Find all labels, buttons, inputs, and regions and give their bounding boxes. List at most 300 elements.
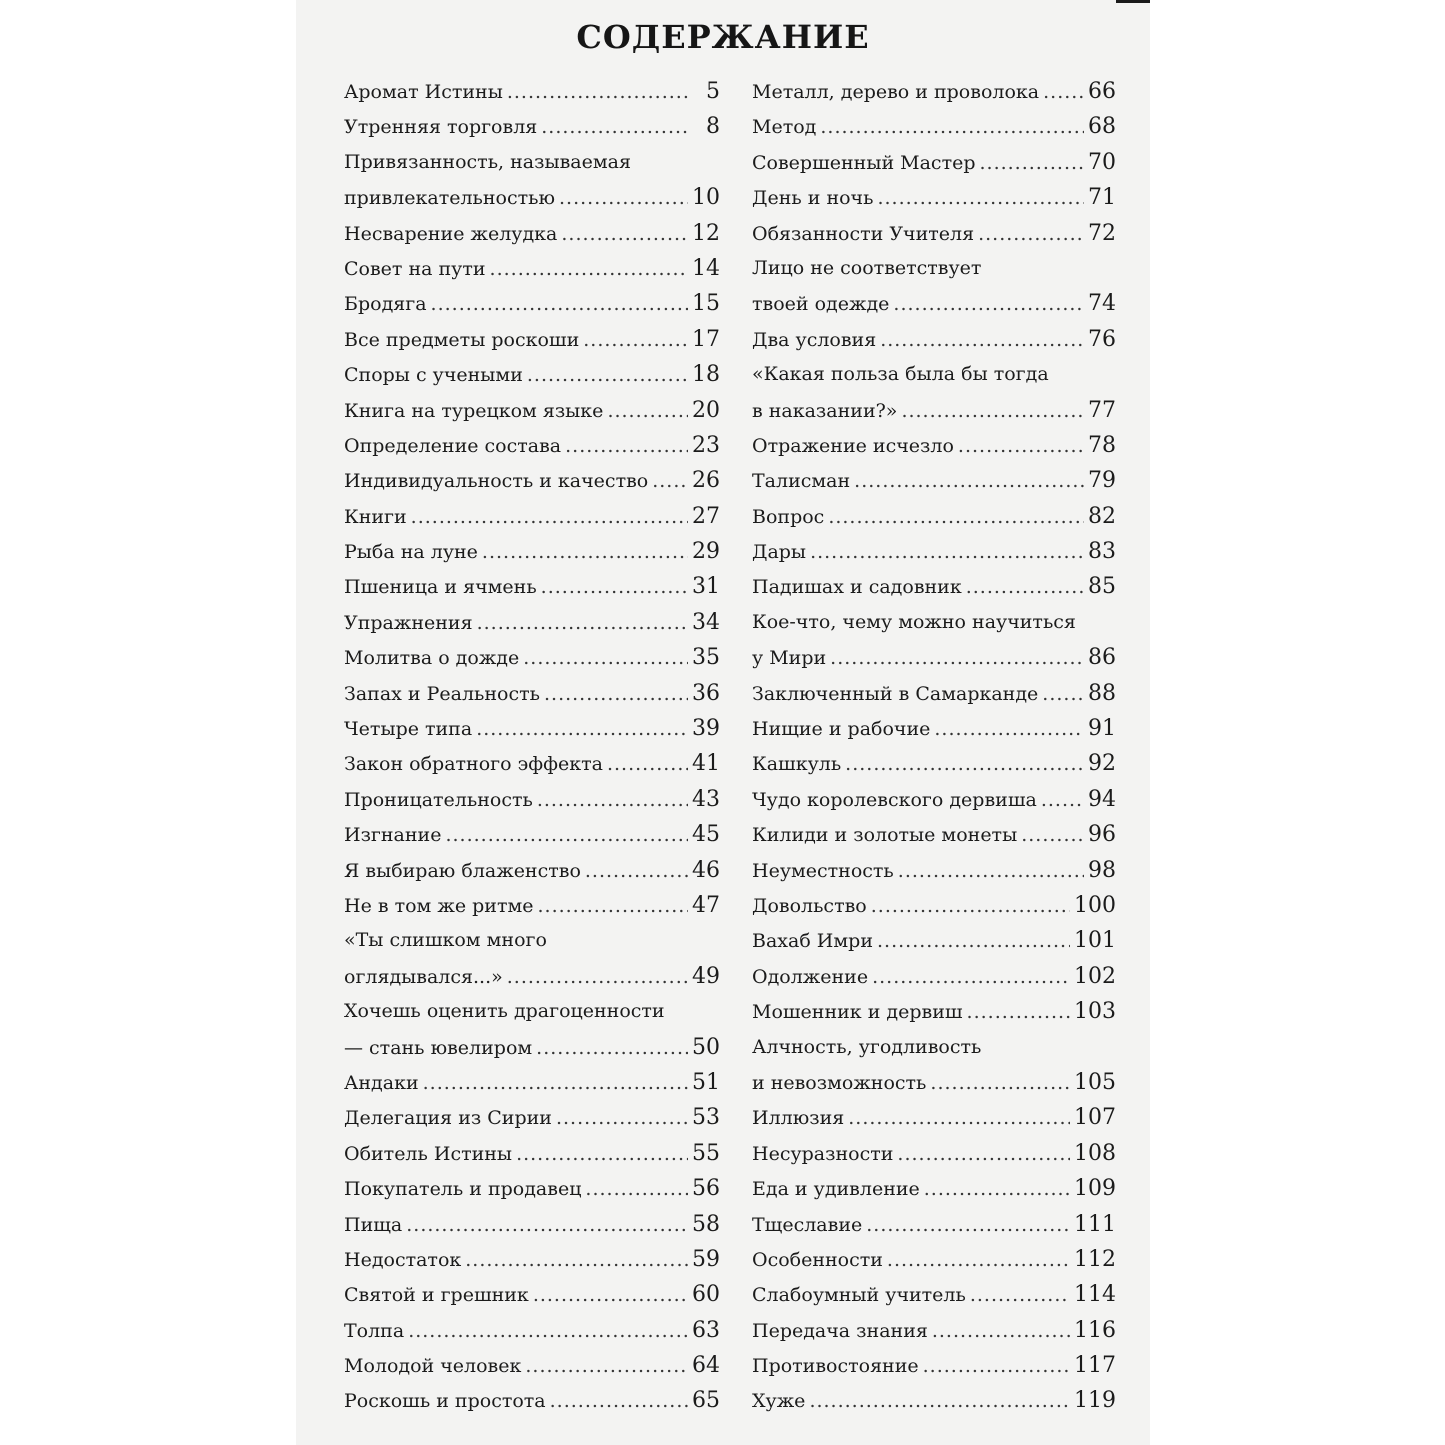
toc-entry	[344, 676, 720, 711]
toc-leader-dots	[536, 1031, 688, 1066]
toc-entry	[344, 1348, 720, 1383]
toc-leader-dots	[507, 75, 688, 110]
toc-page-number: 74	[1088, 291, 1116, 317]
toc-leader-dots	[809, 1384, 1070, 1419]
toc-entry-line	[752, 322, 1116, 357]
toc-page-number: 65	[692, 1388, 720, 1414]
toc-leader-dots	[411, 500, 688, 535]
toc-leader-dots	[820, 110, 1084, 145]
toc-leader-dots	[423, 1066, 688, 1101]
toc-entry-title: Обязанности Учителя	[752, 222, 975, 245]
toc-entry	[752, 853, 1116, 888]
toc-page-number: 71	[1088, 185, 1116, 211]
toc-column-left	[344, 74, 720, 1419]
toc-leader-dots	[871, 889, 1070, 924]
toc-entry	[344, 534, 720, 569]
toc-leader-dots	[923, 1349, 1070, 1384]
toc-entry-title: у Мири	[752, 647, 827, 670]
toc-page-number: 117	[1074, 1353, 1116, 1379]
toc-entry-title: Иллюзия	[752, 1107, 845, 1130]
toc-page-number: 15	[692, 291, 720, 317]
toc-leader-dots	[978, 217, 1084, 252]
toc-leader-dots	[482, 535, 688, 570]
toc-entry	[752, 1207, 1116, 1242]
toc-entry	[752, 216, 1116, 251]
toc-page-number: 45	[692, 822, 720, 848]
toc-entry-title: Недостаток	[344, 1248, 462, 1271]
toc-leader-dots	[507, 960, 688, 995]
toc-page-number: 102	[1074, 963, 1116, 989]
toc-page-number: 79	[1088, 468, 1116, 494]
toc-page-number: 39	[692, 716, 720, 742]
toc-leader-dots	[561, 217, 688, 252]
toc-entry	[344, 286, 720, 321]
toc-entry-line	[344, 393, 720, 428]
toc-entry	[752, 605, 1116, 676]
toc-entry-line	[344, 145, 720, 180]
toc-entry-line	[752, 1136, 1116, 1171]
toc-page-number: 119	[1074, 1388, 1116, 1414]
toc-entry-title: Падишах и садовник	[752, 576, 962, 599]
toc-entry	[344, 1171, 720, 1206]
toc-entry-line	[344, 746, 720, 781]
toc-entry-title: оглядывался...»	[344, 965, 503, 988]
toc-entry	[752, 959, 1116, 994]
toc-page-number: 96	[1088, 822, 1116, 848]
toc-page-number: 29	[692, 539, 720, 565]
toc-entry-title: твоей одежде	[752, 293, 890, 316]
toc-entry-line	[344, 534, 720, 569]
toc-page-number: 41	[692, 751, 720, 777]
toc-page-number: 12	[692, 220, 720, 246]
toc-entry-line	[344, 923, 720, 958]
toc-leader-dots	[979, 146, 1084, 181]
toc-leader-dots	[431, 287, 688, 322]
toc-entry-title: Утренняя торговля	[344, 116, 538, 139]
toc-entry-line	[752, 357, 1116, 392]
toc-entry-line	[752, 463, 1116, 498]
toc-entry-line	[344, 1136, 720, 1171]
toc-column-right	[752, 74, 1116, 1419]
toc-entry-line	[752, 534, 1116, 569]
toc-entry-line	[344, 1277, 720, 1312]
toc-entry-line	[752, 145, 1116, 180]
toc-entry-title: «Какая польза была бы тогда	[752, 363, 1049, 386]
toc-page-number: 78	[1088, 432, 1116, 458]
toc-leader-dots	[828, 500, 1084, 535]
toc-entry	[344, 499, 720, 534]
toc-entry	[344, 569, 720, 604]
toc-leader-dots	[966, 570, 1084, 605]
toc-leader-dots	[1041, 783, 1084, 818]
toc-leader-dots	[1042, 677, 1084, 712]
toc-page-number: 88	[1088, 680, 1116, 706]
toc-page-number: 31	[692, 574, 720, 600]
toc-page-number: 34	[692, 609, 720, 635]
toc-entry	[344, 711, 720, 746]
toc-entry-title: Совершенный Мастер	[752, 151, 976, 174]
toc-entry-title: Передача знания	[752, 1319, 928, 1342]
toc-entry-title: Привязанность, называемая	[344, 150, 631, 173]
toc-leader-dots	[527, 358, 688, 393]
toc-leader-dots	[541, 570, 688, 605]
toc-entry	[752, 994, 1116, 1029]
toc-entry-title: Противостояние	[752, 1355, 919, 1378]
toc-page-number: 36	[692, 680, 720, 706]
toc-entry-line	[752, 393, 1116, 428]
toc-entry-line	[752, 428, 1116, 463]
toc-entry-title: Еда и удивление	[752, 1178, 920, 1201]
toc-leader-dots	[877, 181, 1084, 216]
toc-entry-title: привлекательностью	[344, 187, 556, 210]
toc-entry-line	[752, 1100, 1116, 1135]
toc-entry-line	[752, 853, 1116, 888]
toc-leader-dots	[556, 1101, 688, 1136]
toc-entry-line	[344, 286, 720, 321]
toc-entry-title: Бродяга	[344, 293, 427, 316]
toc-entry-title: Пища	[344, 1213, 403, 1236]
toc-entry-line	[344, 180, 720, 215]
toc-page-number: 114	[1074, 1282, 1116, 1308]
toc-entry	[752, 1383, 1116, 1418]
toc-page-number: 83	[1088, 539, 1116, 565]
toc-page-number: 49	[692, 963, 720, 989]
toc-entry	[344, 251, 720, 286]
toc-page-number: 94	[1088, 786, 1116, 812]
toc-entry	[752, 534, 1116, 569]
toc-page-number: 92	[1088, 751, 1116, 777]
toc-page-number: 5	[706, 79, 720, 104]
toc-entry-title: Довольство	[752, 894, 867, 917]
toc-leader-dots	[465, 1243, 688, 1278]
toc-page-number: 60	[692, 1282, 720, 1308]
toc-entry-title: Совет на пути	[344, 257, 486, 280]
toc-page-number: 68	[1088, 114, 1116, 140]
toc-entry-title: Толпа	[344, 1319, 405, 1342]
toc-entry-line	[344, 1100, 720, 1135]
toc-entry-line	[752, 109, 1116, 144]
toc-leader-dots	[866, 1208, 1070, 1243]
toc-entry-title: Отражение исчезло	[752, 434, 954, 457]
toc-entry	[344, 322, 720, 357]
toc-entry-line	[752, 676, 1116, 711]
toc-page-number: 82	[1088, 503, 1116, 529]
toc-page-number: 103	[1074, 999, 1116, 1025]
toc-leader-dots	[880, 323, 1084, 358]
toc-entry-title: Изгнание	[344, 824, 442, 847]
toc-entry-title: «Ты слишком много	[344, 929, 547, 952]
toc-entry	[344, 853, 720, 888]
toc-page-number: 76	[1088, 326, 1116, 352]
toc-entry-line	[752, 499, 1116, 534]
toc-leader-dots	[872, 960, 1070, 995]
toc-entry-title: Роскошь и простота	[344, 1390, 546, 1413]
toc-entry-line	[752, 605, 1116, 640]
toc-entry-title: Хуже	[752, 1390, 806, 1413]
toc-entry	[344, 1065, 720, 1100]
toc-leader-dots	[930, 1066, 1070, 1101]
toc-leader-dots	[537, 889, 688, 924]
toc-entry	[752, 711, 1116, 746]
toc-page-number: 107	[1074, 1105, 1116, 1131]
toc-leader-dots	[845, 747, 1084, 782]
toc-entry-title: Аромат Истины	[344, 81, 503, 103]
toc-page-number: 109	[1074, 1176, 1116, 1202]
toc-entry-title: Алчность, угодливость	[752, 1035, 982, 1058]
toc-entry-line	[344, 1383, 720, 1418]
toc-page-number: 59	[692, 1246, 720, 1272]
toc-entry-line	[752, 286, 1116, 321]
toc-leader-dots	[525, 1349, 688, 1384]
toc-entry-line	[752, 923, 1116, 958]
toc-entry-line	[752, 817, 1116, 852]
toc-page-number: 72	[1088, 220, 1116, 246]
toc-leader-dots	[516, 1137, 688, 1172]
toc-entry-line	[752, 1348, 1116, 1383]
toc-leader-dots	[585, 854, 688, 889]
toc-entry	[752, 1100, 1116, 1135]
toc-page-number: 35	[692, 645, 720, 671]
toc-entry-title: Не в том же ритме	[344, 894, 534, 917]
toc-entry-title: Одолжение	[752, 965, 869, 988]
toc-page-number: 58	[692, 1211, 720, 1237]
toc-leader-dots	[559, 181, 688, 216]
toc-entry-line	[344, 888, 720, 923]
toc-entry	[344, 1136, 720, 1171]
toc-entry	[752, 251, 1116, 322]
toc-leader-dots	[445, 818, 688, 853]
toc-entry-line	[752, 1065, 1116, 1100]
toc-page-number: 8	[706, 114, 720, 140]
toc-entry	[344, 428, 720, 463]
toc-entry-line	[344, 499, 720, 534]
toc-entry	[344, 393, 720, 428]
toc-page-number: 50	[692, 1034, 720, 1060]
toc-leader-dots	[477, 606, 688, 641]
toc-entry-title: Талисман	[752, 470, 851, 493]
toc-entry	[752, 923, 1116, 958]
toc-leader-dots	[901, 394, 1084, 429]
toc-entry-title: Неуместность	[752, 859, 894, 882]
toc-entry-title: — стань ювелиром	[344, 1036, 533, 1059]
toc-entry	[752, 428, 1116, 463]
toc-entry	[344, 216, 720, 251]
toc-entry-title: Килиди и золотые монеты	[752, 824, 1018, 847]
toc-leader-dots	[877, 924, 1070, 959]
toc-leader-dots	[854, 464, 1084, 499]
toc-entry-line	[752, 888, 1116, 923]
toc-leader-dots	[1043, 75, 1084, 110]
toc-entry	[344, 1100, 720, 1135]
toc-leader-dots	[967, 995, 1070, 1030]
toc-entry	[752, 569, 1116, 604]
toc-entry-line	[752, 1030, 1116, 1065]
toc-leader-dots	[932, 1314, 1070, 1349]
toc-page-number: 100	[1074, 892, 1116, 918]
toc-entry-title: Мошенник и дервиш	[752, 1001, 963, 1024]
toc-page-number: 64	[692, 1353, 720, 1379]
toc-page-number: 77	[1088, 397, 1116, 423]
toc-page-number: 116	[1074, 1317, 1116, 1343]
toc-page-number: 91	[1088, 716, 1116, 742]
toc-leader-dots	[537, 783, 688, 818]
toc-leader-dots	[408, 1314, 688, 1349]
toc-leader-dots	[652, 464, 688, 499]
toc-entry-line	[752, 1242, 1116, 1277]
toc-page-number: 66	[1088, 79, 1116, 104]
toc-entry	[752, 74, 1116, 109]
toc-page-number: 51	[692, 1069, 720, 1095]
toc-entry	[752, 1313, 1116, 1348]
toc-page-number: 14	[692, 255, 720, 281]
toc-entry-line	[344, 1065, 720, 1100]
toc-leader-dots	[1021, 818, 1084, 853]
toc-leader-dots	[887, 1243, 1070, 1278]
toc-entry-line	[344, 1242, 720, 1277]
toc-entry-title: Несварение желудка	[344, 222, 558, 245]
toc-entry-line	[752, 1207, 1116, 1242]
toc-page-number: 46	[692, 857, 720, 883]
toc-entry-title: Определение состава	[344, 434, 562, 457]
toc-entry-title: и невозможность	[752, 1071, 927, 1094]
toc-entry-title: Споры с учеными	[344, 364, 523, 387]
toc-entry-line	[752, 180, 1116, 215]
toc-entry	[344, 994, 720, 1065]
page-title: СОДЕРЖАНИЕ	[576, 18, 870, 56]
toc-entry-title: Закон обратного эффекта	[344, 753, 603, 776]
toc-entry-title: Кашкуль	[752, 753, 842, 776]
toc-entry-title: Обитель Истины	[344, 1142, 513, 1165]
toc-entry	[344, 1277, 720, 1312]
toc-entry	[752, 817, 1116, 852]
toc-entry-line	[344, 569, 720, 604]
toc-entry-title: Индивидуальность и качество	[344, 470, 649, 493]
toc-leader-dots	[607, 747, 688, 782]
toc-entry-title: Проницательность	[344, 788, 533, 811]
toc-entry-title: Вахаб Имри	[752, 930, 873, 953]
toc-page-number: 20	[692, 397, 720, 423]
toc-leader-dots	[490, 252, 688, 287]
toc-page-number: 56	[692, 1176, 720, 1202]
toc-leader-dots	[810, 535, 1084, 570]
toc-page-number: 27	[692, 503, 720, 529]
toc-entry-line	[752, 746, 1116, 781]
toc-entry	[752, 1348, 1116, 1383]
toc-entry	[344, 357, 720, 392]
toc-page-number: 47	[692, 892, 720, 918]
toc-entry	[752, 746, 1116, 781]
toc-entry-title: Метод	[752, 116, 817, 139]
toc-entry-title: Делегация из Сирии	[344, 1107, 552, 1130]
toc-entry-title: Нищие и рабочие	[752, 718, 931, 741]
toc-entry	[752, 463, 1116, 498]
toc-entry-line	[344, 1030, 720, 1065]
toc-leader-dots	[583, 323, 688, 358]
toc-entry-title: Запах и Реальность	[344, 682, 540, 705]
book-page	[296, 0, 1150, 1445]
toc-entry-line	[344, 676, 720, 711]
toc-entry-line	[344, 428, 720, 463]
toc-entry-line	[752, 74, 1116, 109]
toc-entry	[344, 782, 720, 817]
toc-entry-line	[344, 853, 720, 888]
toc-entry-title: Молодой человек	[344, 1355, 522, 1378]
toc-entry-title: Пшеница и ячмень	[344, 576, 537, 599]
toc-entry-title: Заключенный в Самарканде	[752, 682, 1039, 705]
toc-entry-line	[344, 711, 720, 746]
toc-entry-title: Несуразности	[752, 1142, 894, 1165]
toc-entry	[344, 109, 720, 144]
toc-entry	[344, 1383, 720, 1418]
toc-page-number: 63	[692, 1317, 720, 1343]
toc-entry	[344, 145, 720, 216]
toc-entry-line	[344, 216, 720, 251]
toc-entry-line	[344, 357, 720, 392]
toc-entry-title: Упражнения	[344, 611, 473, 634]
toc-leader-dots	[958, 429, 1084, 464]
toc-entry	[752, 676, 1116, 711]
toc-page-number: 17	[692, 326, 720, 352]
toc-entry	[344, 640, 720, 675]
toc-entry	[344, 1207, 720, 1242]
toc-entry-title: Молитва о дожде	[344, 647, 520, 670]
toc-entry-line	[752, 711, 1116, 746]
toc-leader-dots	[476, 712, 688, 747]
toc-leader-dots	[406, 1208, 688, 1243]
toc-entry-line	[752, 1313, 1116, 1348]
toc-entry-title: Покупатель и продавец	[344, 1178, 582, 1201]
toc-entry-line	[752, 1383, 1116, 1418]
toc-entry-line	[344, 463, 720, 498]
toc-entry-line	[344, 640, 720, 675]
toc-entry-title: Андаки	[344, 1071, 419, 1094]
toc-entry-line	[752, 1171, 1116, 1206]
toc-page-number: 86	[1088, 645, 1116, 671]
toc-page-number: 18	[692, 362, 720, 388]
toc-entry	[752, 357, 1116, 428]
toc-entry	[344, 74, 720, 109]
toc-leader-dots	[848, 1101, 1070, 1136]
toc-entry-title: Слабоумный учитель	[752, 1284, 966, 1307]
toc-entry-title: День и ночь	[752, 187, 874, 210]
toc-entry	[752, 109, 1116, 144]
toc-entry	[344, 605, 720, 640]
toc-page-number: 10	[692, 185, 720, 211]
toc-entry	[752, 1277, 1116, 1312]
toc-entry-line	[752, 251, 1116, 286]
toc-entry-line	[752, 994, 1116, 1029]
toc-page-number: 112	[1074, 1246, 1116, 1272]
toc-entry	[752, 180, 1116, 215]
toc-entry	[752, 499, 1116, 534]
toc-entry-title: Вопрос	[752, 505, 825, 528]
toc-entry	[752, 888, 1116, 923]
toc-page-number: 98	[1088, 857, 1116, 883]
toc-entry	[344, 746, 720, 781]
toc-entry-title: Рыба на луне	[344, 541, 478, 564]
toc-entry	[752, 782, 1116, 817]
toc-leader-dots	[550, 1384, 688, 1419]
toc-page-number: 43	[692, 786, 720, 812]
toc-entry	[344, 888, 720, 923]
toc-entry	[344, 817, 720, 852]
toc-entry-title: Я выбираю блаженство	[344, 859, 581, 882]
toc-page-number: 70	[1088, 149, 1116, 175]
toc-entry-line	[344, 109, 720, 144]
toc-entry	[344, 463, 720, 498]
toc-leader-dots	[970, 1278, 1070, 1313]
toc-entry	[752, 1030, 1116, 1101]
